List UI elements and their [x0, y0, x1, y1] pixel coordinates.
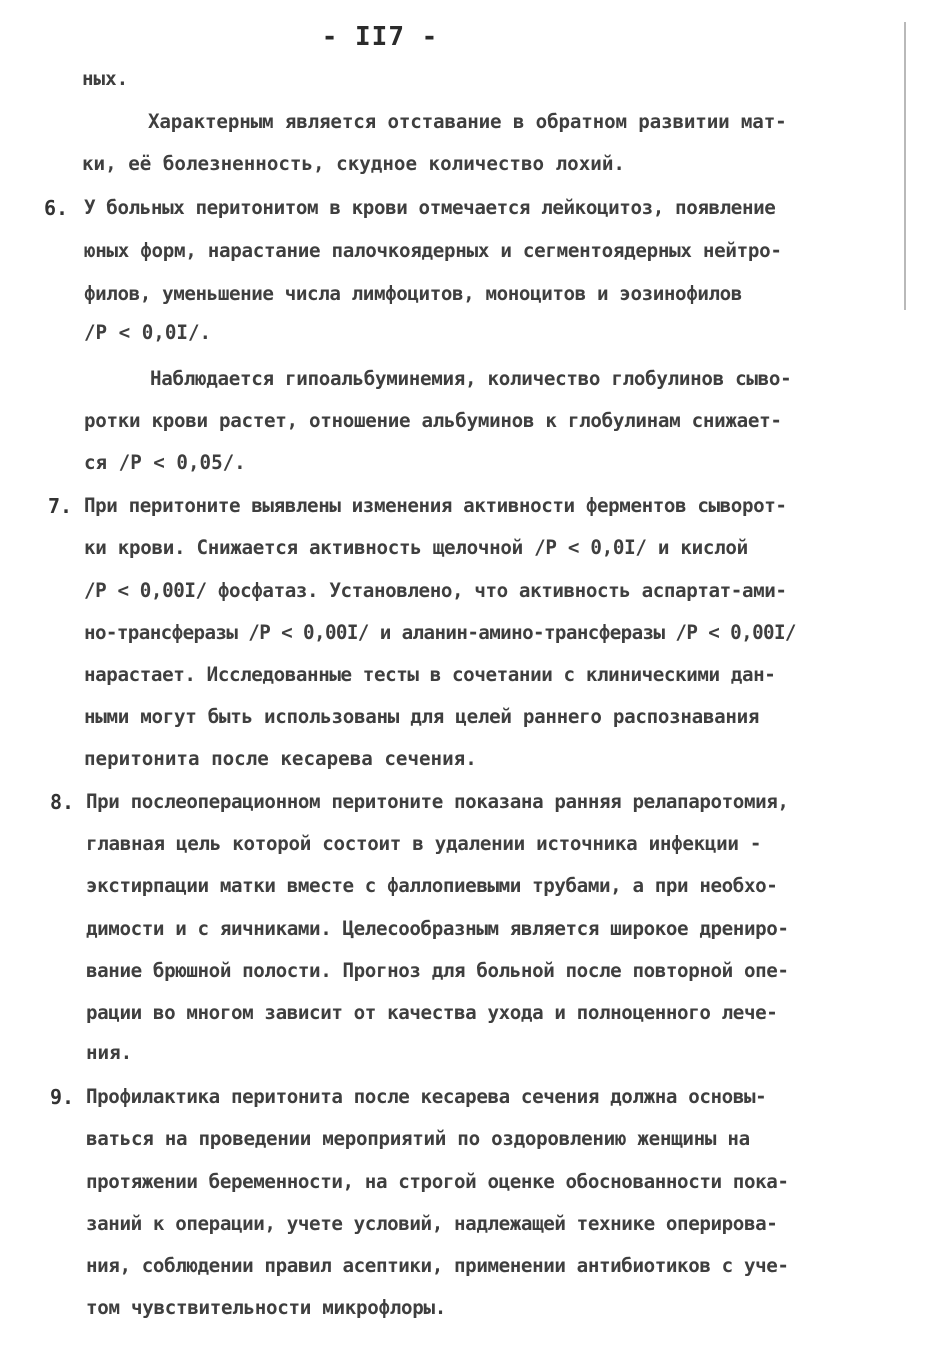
item-number-8: 8.	[50, 790, 75, 814]
item-number-6: 6.	[44, 196, 69, 220]
text-line: ния.	[86, 1041, 133, 1064]
text-line: главная цель которой состоит в удалении источника инфекции -	[86, 832, 762, 855]
text-line: юных форм, нарастание палочкоядерных и сегментоядерных нейтро-	[84, 239, 782, 262]
text-line: У больных перитонитом в крови отмечается лейкоцитоз, появление	[84, 196, 776, 219]
text-line: ки крови. Снижается активность щелочной /P < 0,0I/ и кислой	[84, 536, 748, 559]
text-line: ки, её болезненность, скудное количество лохий.	[82, 152, 625, 175]
text-line: ных.	[82, 67, 129, 90]
text-line: филов, уменьшение числа лимфоцитов, моноцитов и эозинофилов	[84, 282, 742, 305]
text-line: Профилактика перитонита после кесарева сечения должна основы-	[86, 1085, 767, 1108]
text-line: но-трансферазы /P < 0,00I/ и аланин-амино-трансферазы /P < 0,00I/	[84, 621, 796, 644]
text-line: При послеоперационном перитоните показана ранняя релапаротомия,	[86, 790, 789, 813]
text-line: Характерным является отставание в обратном развитии мат-	[148, 110, 787, 133]
text-line: /P < 0,00I/ фосфатаз. Установлено, что активность аспартат-ами-	[84, 579, 787, 602]
page-number: - II7 -	[321, 22, 439, 52]
text-line: ными могут быть использованы для целей раннего распознавания	[84, 705, 760, 728]
text-line: экстирпации матки вместе с фаллопиевыми трубами, а при необхо-	[86, 874, 778, 897]
text-line: вание брюшной полости. Прогноз для больной после повторной опе-	[86, 959, 789, 982]
text-line: При перитоните выявлены изменения активности ферментов сыворот-	[84, 494, 787, 517]
text-line: заний к операции, учете условий, надлежащей технике оперирова-	[86, 1212, 778, 1235]
text-line: ния, соблюдении правил асептики, применении антибиотиков с уче-	[86, 1254, 789, 1277]
text-line: димости и с яичниками. Целесообразным является широкое дрениро-	[86, 917, 789, 940]
text-line: Наблюдается гипоальбуминемия, количество глобулинов сыво-	[150, 367, 792, 390]
item-number-9: 9.	[50, 1085, 75, 1109]
page-edge-line	[904, 22, 906, 310]
text-line: рации во многом зависит от качества ухода и полноценного лече-	[86, 1001, 778, 1024]
text-line: протяжении беременности, на строгой оценке обоснованности пока-	[86, 1170, 789, 1193]
text-line: нарастает. Исследованные тесты в сочетании с клиническими дан-	[84, 663, 776, 686]
text-line: ся /P < 0,05/.	[84, 451, 246, 474]
item-number-7: 7.	[48, 494, 73, 518]
text-line: том чувствительности микрофлоры.	[86, 1296, 447, 1319]
text-line: ваться на проведении мероприятий по оздоровлению женщины на	[86, 1127, 750, 1150]
text-line: ротки крови растет, отношение альбуминов к глобулинам снижает-	[84, 409, 782, 432]
text-line: /P < 0,0I/.	[84, 321, 212, 344]
text-line: перитонита после кесарева сечения.	[84, 747, 477, 770]
